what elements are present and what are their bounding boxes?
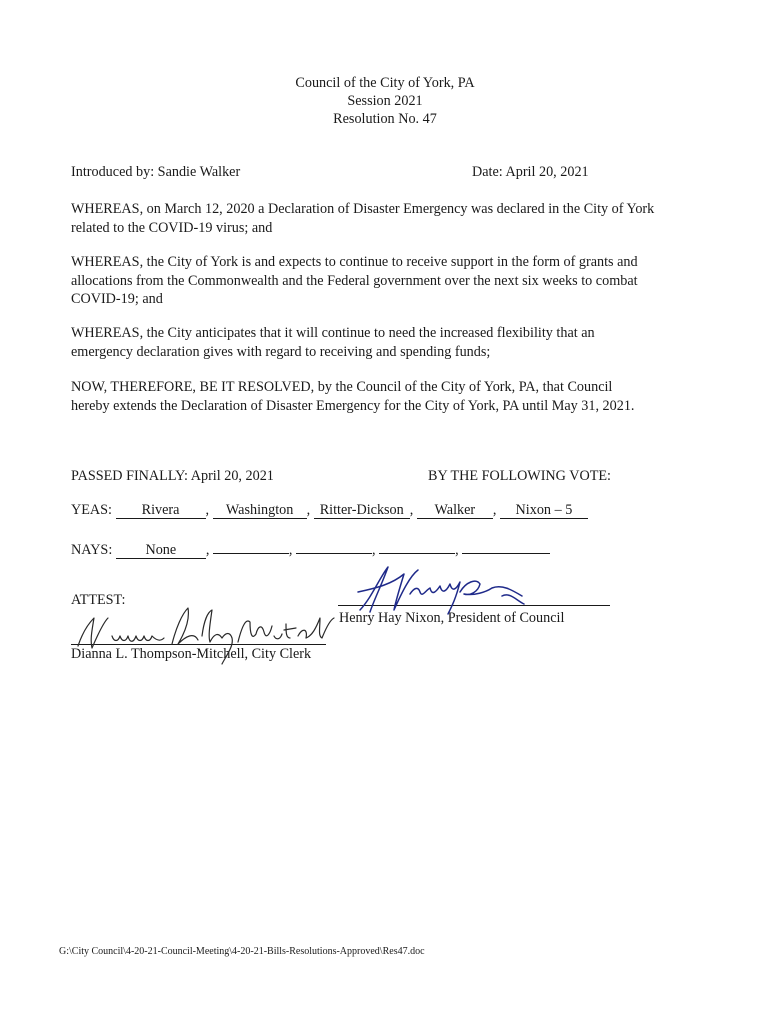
text-line: hereby extends the Declaration of Disaster Emergency for the City of York, PA until May 31, 2021. bbox=[71, 397, 635, 414]
following-vote-label: BY THE FOLLOWING VOTE: bbox=[428, 468, 611, 484]
nay-vote bbox=[379, 538, 455, 554]
text-line: related to the COVID-19 virus; and bbox=[71, 219, 273, 236]
passed-finally: PASSED FINALLY: April 20, 2021 bbox=[71, 468, 274, 484]
attest-label: ATTEST: bbox=[71, 592, 126, 608]
yea-vote: Nixon – 5 bbox=[500, 503, 588, 519]
text-line: NOW, THEREFORE, BE IT RESOLVED, by the Council of the City of York, PA, that Council bbox=[71, 379, 613, 395]
whereas-paragraph-2 bbox=[71, 253, 711, 309]
yea-vote: Rivera bbox=[116, 503, 206, 519]
yeas-row: YEAS: Rivera , Washington , Ritter-Dickson , Walker , Nixon – 5 bbox=[71, 502, 588, 519]
president-name: Henry Hay Nixon, President of Council bbox=[339, 610, 565, 626]
clerk-name: Dianna L. Thompson-Mitchell, City Clerk bbox=[71, 646, 312, 662]
president-signature bbox=[352, 562, 532, 617]
file-path-footer: G:\City Council\4-20-21-Council-Meeting\4-20-21-Bills-Resolutions-Approved\Res47.doc bbox=[59, 946, 425, 957]
yea-vote: Ritter-Dickson bbox=[314, 503, 410, 519]
session-heading: Session 2021 bbox=[347, 93, 423, 109]
yea-vote: Walker bbox=[417, 503, 493, 519]
text-line: emergency declaration gives with regard to receiving and spending funds; bbox=[71, 343, 491, 360]
yeas-label: YEAS: bbox=[71, 502, 116, 518]
introduced-by: Introduced by: Sandie Walker bbox=[71, 164, 241, 180]
text-line: WHEREAS, on March 12, 2020 a Declaration of Disaster Emergency was declared in the City of York bbox=[71, 201, 655, 217]
nay-vote bbox=[213, 538, 289, 554]
text-line: WHEREAS, the City of York is and expects to continue to receive support in the form of grants and bbox=[71, 254, 638, 270]
council-heading: Council of the City of York, PA bbox=[295, 75, 475, 91]
nays-row: NAYS: None , , , , bbox=[71, 538, 550, 559]
nays-label: NAYS: bbox=[71, 542, 116, 558]
whereas-paragraph-1 bbox=[71, 200, 711, 237]
text-line: WHEREAS, the City anticipates that it will continue to need the increased flexibility that an bbox=[71, 325, 595, 341]
nay-vote bbox=[296, 538, 372, 554]
clerk-signature bbox=[76, 606, 336, 670]
whereas-paragraph-3 bbox=[71, 324, 711, 361]
text-line: COVID-19; and bbox=[71, 291, 163, 307]
nay-vote: None bbox=[116, 543, 206, 559]
resolved-paragraph bbox=[71, 378, 711, 415]
resolution-date: Date: April 20, 2021 bbox=[472, 164, 589, 180]
text-line: allocations from the Commonwealth and the Federal government over the next six weeks to combat bbox=[71, 272, 638, 289]
yea-vote: Washington bbox=[213, 503, 307, 519]
resolution-number: Resolution No. 47 bbox=[333, 111, 437, 127]
nay-vote bbox=[462, 538, 550, 554]
